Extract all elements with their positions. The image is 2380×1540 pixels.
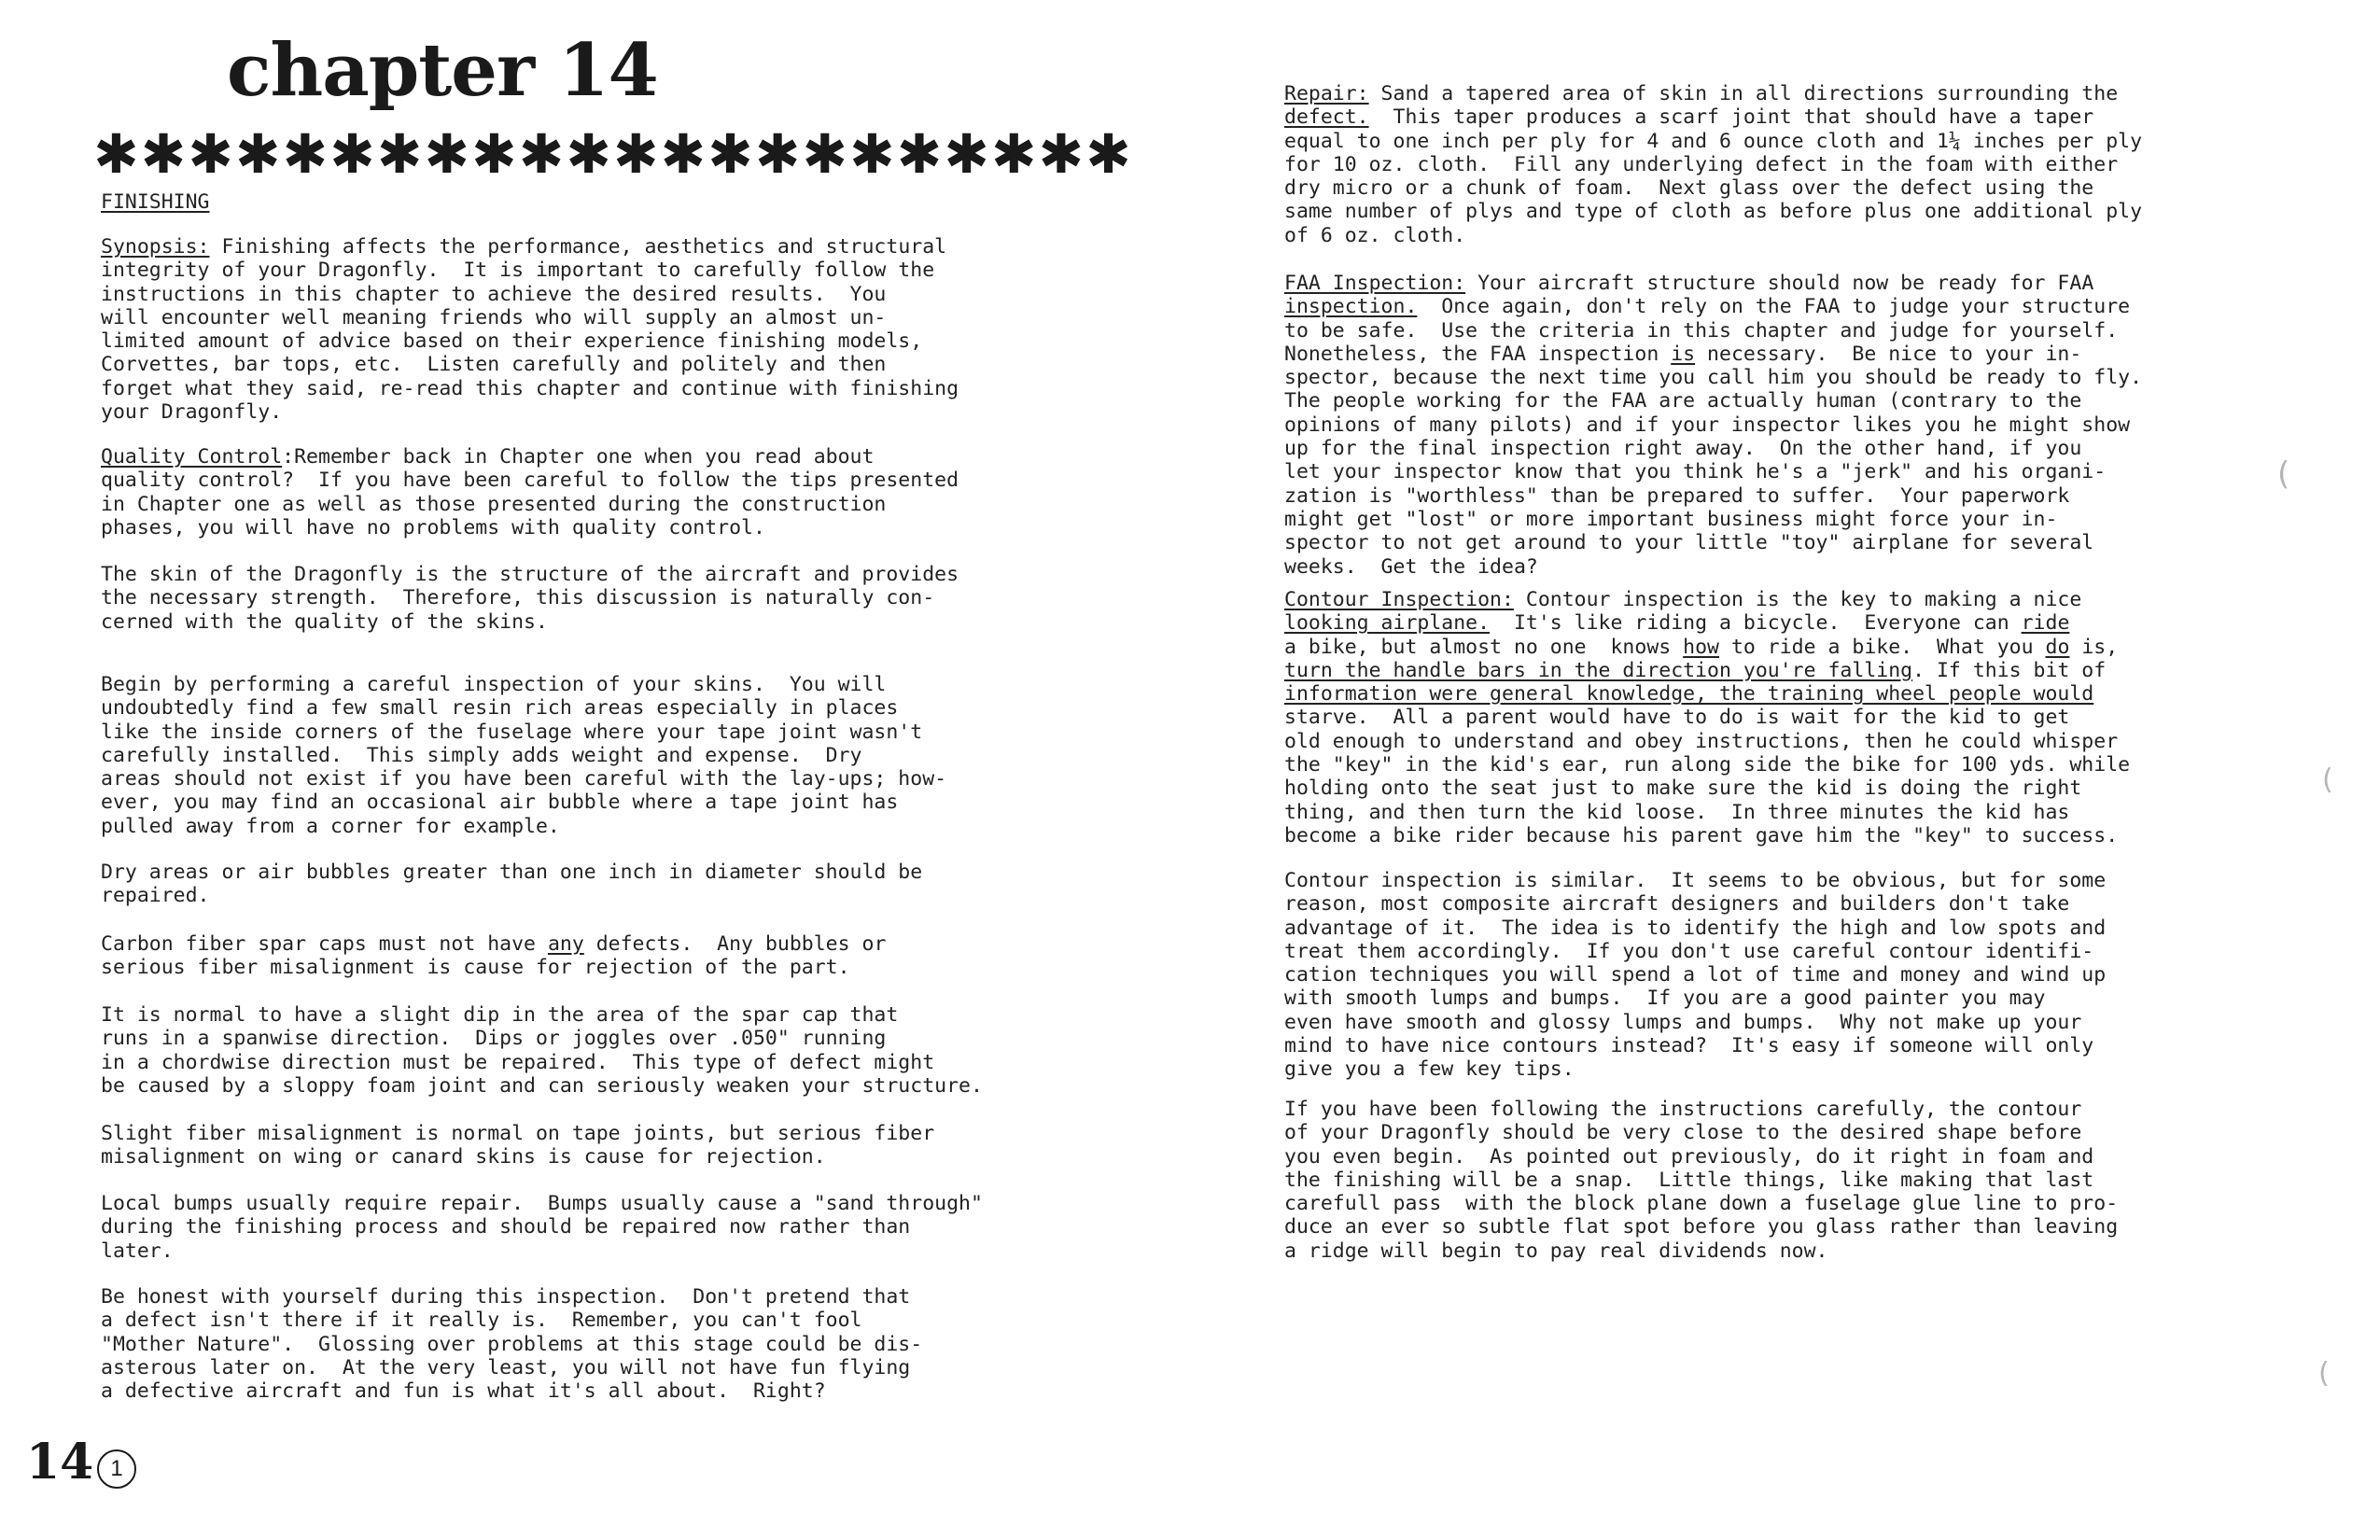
star-icon: ✱ bbox=[424, 122, 469, 186]
contour-line3-post: is, bbox=[2069, 635, 2119, 659]
star-icon: ✱ bbox=[188, 122, 233, 186]
carbon-paragraph bbox=[101, 932, 1137, 980]
star-icon: ✱ bbox=[282, 122, 329, 186]
star-icon: ✱ bbox=[612, 122, 659, 186]
faa-line4-emphasis: is bbox=[1671, 342, 1696, 366]
star-divider bbox=[93, 121, 1131, 187]
star-icon: ✱ bbox=[234, 122, 281, 186]
faa-line3: to be safe. Use the criteria in this chapter and judge for yourself. bbox=[1284, 318, 2119, 343]
scan-mark: ( bbox=[2277, 455, 2290, 493]
star-icon: ✱ bbox=[471, 122, 517, 186]
contour-line2: It's like riding a bicycle. Everyone can bbox=[1490, 611, 2022, 636]
star-icon: ✱ bbox=[707, 122, 753, 186]
star-icon: ✱ bbox=[944, 122, 989, 186]
synopsis-text: Finishing affects the performance, aesthetics and structural integrity of your Dragonfly. It is important to carefully follow the instructions in this chapter to achieve the desired results. You will encounter well meaning friends who will supply an almost un- limited amount of advice based on their experience finishing models, Corvettes, bar tops, etc. Listen carefully and politely and then forget what they said, re-read this chapter and continue with finishing your Dragonfly. bbox=[101, 235, 959, 425]
local-bumps-paragraph: Local bumps usually require repair. Bumps usually cause a "sand through" during the finishing process and should be repaired now rather than later. bbox=[101, 1192, 983, 1263]
faa-inspection-paragraph bbox=[1284, 272, 2292, 579]
contour-emphasis-6: information were general knowledge, the training wheel people would bbox=[1284, 682, 2094, 707]
repair-line2: This taper produces a scarf joint that should have a taper bbox=[1368, 105, 2094, 130]
synopsis-paragraph bbox=[101, 235, 1137, 424]
faa-line2: Once again, don't rely on the FAA to judge your structure bbox=[1417, 295, 2131, 319]
page-number: 14 bbox=[26, 1434, 94, 1491]
star-icon: ✱ bbox=[1085, 122, 1131, 186]
star-icon: ✱ bbox=[1038, 122, 1085, 186]
quality-control-paragraph bbox=[101, 445, 1137, 539]
contour-emphasis-5: turn the handle bars in the direction you're falling bbox=[1284, 658, 1913, 682]
contour-similar-paragraph: Contour inspection is similar. It seems to be obvious, but for some reason, most composite aircraft designers and builders don't take advantage of it. The idea is to identify the high and low spots and treat them accordingly. If you don't use careful contour identifi- cation techniques you will spend a lot of time and money and wind up with smooth lumps and bumps. If you are a good painter you may even have smooth and glossy lumps and bumps. Why not make up your mind to have nice contours instead? It's easy if someone will only give you a few key tips. bbox=[1284, 869, 2107, 1082]
repair-line1: Sand a tapered area of skin in all directions surrounding the bbox=[1368, 82, 2119, 105]
contour-line1: Contour inspection is the key to making a nice bbox=[1513, 588, 2082, 611]
star-icon: ✱ bbox=[990, 122, 1037, 186]
star-icon: ✱ bbox=[754, 122, 801, 186]
carbon-text-line2: serious fiber misalignment is cause for rejection of the part. bbox=[101, 956, 850, 980]
section-heading: FINISHING bbox=[101, 190, 210, 214]
begin-inspection-paragraph: Begin by performing a careful inspection of your skins. You will undoubtedly find a few small resin rich areas especially in places like the inside corners of the fuselage where your tape joint wasn't carefully installed. This simply adds weight and expense. Dry areas should not exist if you have been careful with the lay-ups; how- ever, you may find an occasional air bubble where a tape joint has pulled away from a corner for example. bbox=[101, 673, 947, 838]
star-icon: ✱ bbox=[849, 122, 895, 186]
chapter-title: chapter 14 bbox=[227, 28, 658, 113]
star-icon: ✱ bbox=[329, 122, 375, 186]
scan-mark: ( bbox=[2322, 763, 2333, 796]
star-icon: ✱ bbox=[93, 122, 139, 186]
faa-line1: Your aircraft structure should now be ready for FAA bbox=[1465, 272, 2094, 295]
carbon-text-pre: Carbon fiber spar caps must not have bbox=[101, 932, 548, 956]
honesty-paragraph: Be honest with yourself during this inspection. Don't pretend that a defect isn't there if it really is. Remember, you can't fool "Mother Nature". Glossing over problems at this stage could be dis- asterous later on. At the very least, you will not have fun flying a defective aircraft and fun is what it's all about. Right? bbox=[101, 1285, 923, 1404]
star-icon: ✱ bbox=[140, 122, 187, 186]
page-sub-number: 1 bbox=[97, 1449, 136, 1489]
star-icon: ✱ bbox=[660, 122, 707, 186]
star-icon: ✱ bbox=[376, 122, 423, 186]
contour-emphasis-4: do bbox=[2045, 635, 2070, 659]
faa-emphasis: inspection. bbox=[1284, 295, 1418, 319]
faa-line4-pre: Nonetheless, the FAA inspection bbox=[1284, 342, 1672, 366]
dry-areas-paragraph: Dry areas or air bubbles greater than one inch in diameter should be repaired. bbox=[101, 861, 923, 908]
dip-paragraph: It is normal to have a slight dip in the area of the spar cap that runs in a spanwise direction. Dips or joggles over .050" running in a chordwise direction must be repaired. This type of defect might be caused by a sloppy foam joint and can seriously weaken your structure. bbox=[101, 1003, 983, 1098]
star-icon: ✱ bbox=[802, 122, 847, 186]
following-instructions-paragraph: If you have been following the instructions carefully, the contour of your Dragonfly should be very close to the desired shape before you even begin. As pointed out previously, do it right in foam and the finishing will be a snap. Little things, like making that last carefull pass with the block plane down a fuselage glue line to pro- duce an ever so subtle flat spot before you glass rather than leaving a ridge will begin to pay real dividends now. bbox=[1284, 1098, 2119, 1263]
repair-paragraph bbox=[1284, 82, 2292, 247]
quality-control-text: :Remember back in Chapter one when you read about quality control? If you have been careful to follow the tips presented in Chapter one as well as those presented during the construction phases, you will have no problems with quality control. bbox=[101, 445, 959, 539]
repair-label: Repair: bbox=[1284, 82, 1369, 105]
contour-line4-post: . If this bit of bbox=[1912, 658, 2107, 682]
faa-line4-post: necessary. Be nice to your in- bbox=[1695, 342, 2082, 366]
star-icon: ✱ bbox=[896, 122, 943, 186]
faa-inspection-label: FAA Inspection: bbox=[1284, 272, 1466, 295]
carbon-text-emphasis: any bbox=[547, 932, 584, 956]
misalignment-paragraph: Slight fiber misalignment is normal on tape joints, but serious fiber misalignment on wing or canard skins is cause for rejection. bbox=[101, 1122, 935, 1169]
star-icon: ✱ bbox=[518, 122, 565, 186]
contour-text: starve. All a parent would have to do is wait for the kid to get old enough to understand and obey instructions, then he could whisper the "key" in the kid's ear, run along side the bike for 100 yds. while holding onto the seat just to make sure the kid is doing the right thing, and then turn the kid loose. In three minutes the kid has become a bike rider because his parent gave him the "key" to success. bbox=[1284, 706, 2131, 847]
contour-line3-pre: a bike, but almost no one knows bbox=[1284, 635, 1684, 659]
repair-emphasis: defect. bbox=[1284, 105, 1369, 130]
scan-mark: ( bbox=[2318, 1357, 2330, 1390]
contour-emphasis-3: how bbox=[1683, 635, 1719, 659]
contour-emphasis-1: looking airplane. bbox=[1284, 611, 1491, 636]
repair-text: equal to one inch per ply for 4 and 6 ounce cloth and 1¼ inches per ply for 10 oz. cloth. Fill any underlying defect in the foam with either dry micro or a chunk of foam. Next glass over the defect using the same number of plys and type of cloth as before plus one additional ply of 6 oz. cloth. bbox=[1284, 129, 2143, 247]
contour-inspection-label: Contour Inspection: bbox=[1284, 588, 1514, 611]
contour-inspection-paragraph bbox=[1284, 588, 2292, 847]
contour-line3-mid: to ride a bike. What you bbox=[1719, 635, 2046, 659]
faa-text: spector, because the next time you call him you should be ready to fly. The people working for the FAA are actually human (contrary to the opinions of many pilots) and if your inspector likes you he might show up for the final inspection right away. On the other hand, if you let your inspector know that you think he's a "jerk" and his organi- zation is "worthless" than be prepared to suffer. Your paperwork might get "lost" or more important business might force your in- spector to not get around to your little "toy" airplane for several weeks. Get the idea? bbox=[1284, 366, 2143, 579]
skin-paragraph: The skin of the Dragonfly is the structure of the aircraft and provides the necessary strength. Therefore, this discussion is naturally con- cerned with the quality of the skins. bbox=[101, 563, 959, 634]
star-icon: ✱ bbox=[566, 122, 611, 186]
carbon-text-post: defects. Any bubbles or bbox=[583, 932, 887, 956]
contour-emphasis-2: ride bbox=[2021, 611, 2070, 636]
synopsis-label: Synopsis: bbox=[101, 235, 210, 259]
quality-control-label: Quality Control bbox=[101, 445, 283, 469]
